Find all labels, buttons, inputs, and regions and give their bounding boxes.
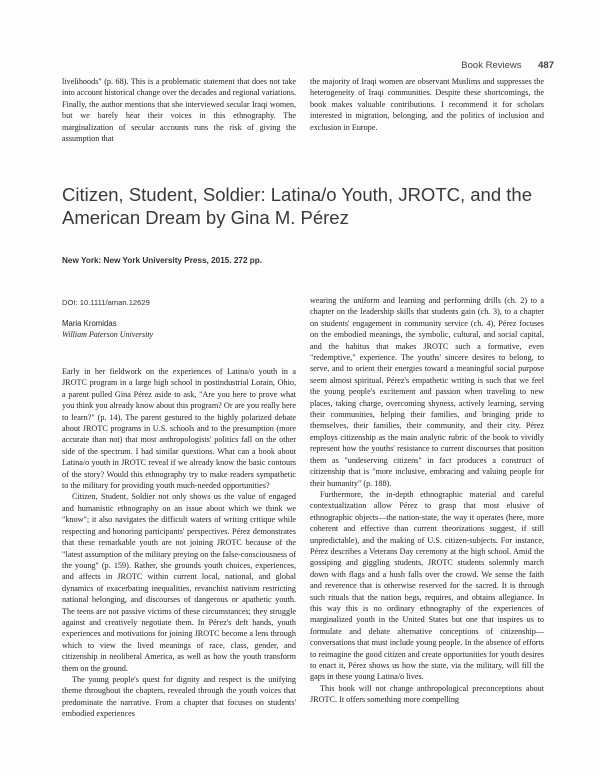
paragraph: The young people's quest for dignity and respect is the unifying theme throughout the chapters, revealed through the youth voices that predominate the narrative. From a chapter that focuses on students' embodied experiences <box>62 674 296 719</box>
reviewer-name: Maria Kromidas <box>62 319 117 328</box>
paragraph: Early in her fieldwork on the experiences of Latina/o youth in a JROTC program in a large high school in postindustrial Lorain, Ohio, a parent pulled Gina Pérez aside to ask, "Are you here to prove what you think you already know about this program? Or are you really here to learn?" (p. 14). The parent gestured to the highly polarized debate about JROTC programs in U.S. schools and to the presumption (more accurate than not) that most anthropologists' politics fall on the other side of the spectrum. I had similar questions. What can a book about Latina/o youth in JROTC reveal if we already know the basic contours of the story? Would this ethnography try to make readers sympathetic to the military for providing youth much-needed opportunities? <box>62 367 296 491</box>
body-right-column <box>310 295 544 706</box>
review-title: Citizen, Student, Soldier: Latina/o Youth, JROTC, and the American Dream by Gina M. Pérez <box>62 184 532 228</box>
paragraph: Citizen, Student, Soldier not only shows us the value of engaged and humanistic ethnography on an issue about which we think we "know"; it also navigates the difficult waters of writing critique while respecting and honoring participants' perspectives. Pérez demonstrates that these remarkable youth are not joining JROTC because of the "latest assumption of the military preying on the false-consciousness of the young" (p. 159). Rather, she grounds youth choices, experiences, and affects in JROTC within current local, national, and global dynamics of exacerbating inequalities, revanchist nativism restricting national belonging, and discourses of dangerous or apathetic youth. The teens are not passive victims of these circumstances; they struggle against and creatively negotiate them. In Pérez's deft hands, youth experiences and motivations for joining JROTC become a lens through which to view the lived meanings of race, class, gender, and citizenship in neoliberal America, as well as how the youth transform them on the ground. <box>62 492 296 673</box>
publication-info: New York: New York University Press, 2015. 272 pp. <box>62 256 263 265</box>
section-name: Book Reviews <box>461 60 522 71</box>
top-left-column <box>62 76 296 144</box>
top-right-column <box>310 76 544 133</box>
page-number: 487 <box>538 60 554 71</box>
paragraph: Furthermore, the in-depth ethnographic material and careful contextualization allow Pérez to grasp that most elusive of ethnographic objects—the nation-state, the way it operates (here, more coherent and effective than current theorizations suggest, if still unpredictable), and the making of U.S. citizen-subjects. For instance, Pérez describes a Veterans Day ceremony at the high school. Amid the gossiping and giggling students, JROTC students solemnly march down with flags and a hush falls over the crowd. We sense the faith and reverence that is otherwise reserved for the sacred. It is through such rituals that the nation begs, requires, and obtains allegiance. In this way this is no ordinary ethnography of the experiences of marginalized youth in the United States but one that inspires us to formulate and debate alternative conceptions of citizenship—conversations that must include young people. In the absence of efforts to reimagine the good citizen and create opportunities for youth desires to enact it, Pérez shows us how the state, via the military, will fill the gaps in these young Latina/o lives. <box>310 489 544 682</box>
paragraph: This book will not change anthropological preconceptions about JROTC. It offers something more compelling <box>310 683 544 705</box>
running-head <box>461 60 554 71</box>
top-left-text: livelihoods" (p. 68). This is a problematic statement that does not take into account historical change over the decades and regional variations. Finally, the author mentions that she interviewed secular Iraqi women, but we barely hear their voices in this ethnography. The marginalization of secular accounts runs the risk of giving the assumption that <box>62 77 296 144</box>
doi: DOI: 10.1111/aman.12629 <box>62 298 150 307</box>
reviewer-block <box>62 318 153 340</box>
top-right-text: the majority of Iraqi women are observant Muslims and suppresses the heterogeneity of Iraqi communities. Despite these shortcomings, the book makes valuable contributions. I recommend it for scholars interested in migration, belonging, and the politics of inclusion and exclusion in Europe. <box>310 77 544 132</box>
paragraph: wearing the uniform and learning and performing drills (ch. 2) to a chapter on the leadership skills that students gain (ch. 3), to a chapter on students' engagement in community service (ch. 4), Pérez focuses on the embodied meanings, the symbolic, cultural, and social capital, and the habitus that makes JROTC such a formative, even "redemptive," experience. The youths' sincere desires to belong, to serve, and to orient their energies toward a meaningful social purpose seem almost spiritual. Pérez's empathetic writing is such that we feel the young people's excitement and passion when traveling to new places, taking charge, overcoming shyness, actively learning, serving their communities, helping their families, and bringing pride to themselves, their families, their community, and their city. Pérez employs citizenship as the main analytic rubric of the book to vividly represent how the youths' resistance to current discourses that position them as "undeserving citizens" in fact produces a construct of citizenship that is "more inclusive, embracing and valuing people for their humanity" (p. 188). <box>310 296 544 488</box>
reviewer-affiliation: William Paterson University <box>62 330 154 339</box>
body-left-column <box>62 366 296 720</box>
